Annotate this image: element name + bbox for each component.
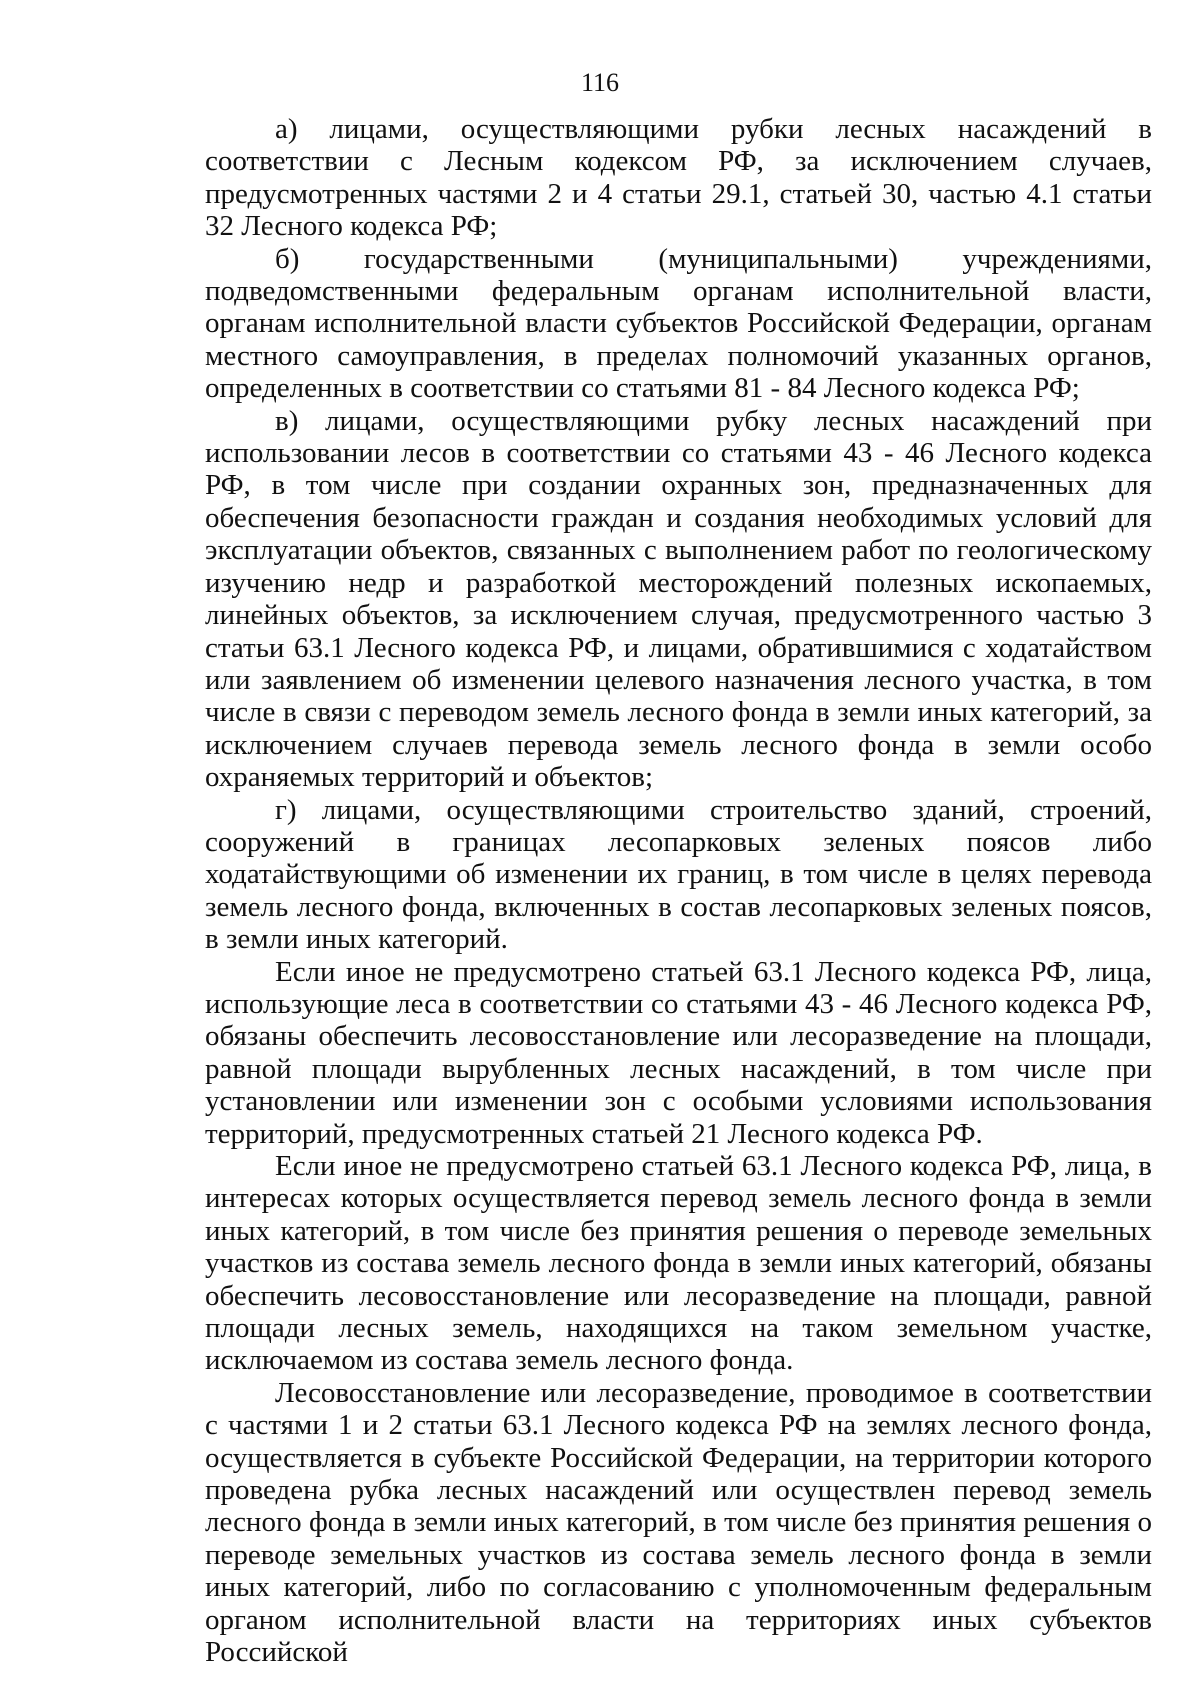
paragraph-reforestation-forest-users: Если иное не предусмотрено статьей 63.1 Лесного кодекса РФ, лица, использующие леса в соответствии со статьями 43 - 46 Лесного кодекса РФ, обязаны обеспечить лесовосстановление или лесоразведение на площади, равной площади вырубленных лесных насаждений, в том числе при установлении или изменении зон с особыми условиями использования территорий, предусмотренных статьей 21 Лесного кодекса РФ.	[205, 955, 1152, 1150]
paragraph-item-a: а) лицами, осуществляющими рубки лесных насаждений в соответствии с Лесным кодексом РФ, за исключением случаев, предусмотренных частями 2 и 4 статьи 29.1, статьей 30, частью 4.1 статьи 32 Лесного кодекса РФ;	[205, 113, 1152, 243]
paragraph-item-v: в) лицами, осуществляющими рубку лесных насаждений при использовании лесов в соответствии со статьями 43 - 46 Лесного кодекса РФ, в том числе при создании охранных зон, предназначенных для обеспечения безопасности граждан и создания необходимых условий для эксплуатации объектов, связанных с выполнением работ по геологическому изучению недр и разработкой месторождений полезных ископаемых, линейных объектов, за исключением случая, предусмотренного частью 3 статьи 63.1 Лесного кодекса РФ, и лицами, обратившимися с ходатайством или заявлением об изменении целевого назначения лесного участка, в том числе в связи с переводом земель лесного фонда в земли иных категорий, за исключением случаев перевода земель лесного фонда в земли особо охраняемых территорий и объектов;	[205, 404, 1152, 794]
page-number: 116	[580, 68, 620, 97]
document-body	[205, 113, 1152, 1669]
paragraph-item-g: г) лицами, осуществляющими строительство зданий, строений, сооружений в границах лесопарковых зеленых поясов либо ходатайствующими об изменении их границ, в том числе в целях перевода земель лесного фонда, включенных в состав лесопарковых зеленых поясов, в земли иных категорий.	[205, 793, 1152, 956]
paragraph-reforestation-location: Лесовосстановление или лесоразведение, проводимое в соответствии с частями 1 и 2 статьи 63.1 Лесного кодекса РФ на землях лесного фонда, осуществляется в субъекте Российской Федерации, на территории которого проведена рубка лесных насаждений или осуществлен перевод земель лесного фонда в земли иных категорий, в том числе без принятия решения о переводе земельных участков из состава земель лесного фонда в земли иных категорий, либо по согласованию с уполномоченным федеральным органом исполнительной власти на территориях иных субъектов Российской	[205, 1376, 1152, 1669]
paragraph-item-b: б) государственными (муниципальными) учреждениями, подведомственными федеральным органам исполнительной власти, органам исполнительной власти субъектов Российской Федерации, органам местного самоуправления, в пределах полномочий указанных органов, определенных в соответствии со статьями 81 - 84 Лесного кодекса РФ;	[205, 242, 1152, 405]
paragraph-reforestation-land-transfer: Если иное не предусмотрено статьей 63.1 Лесного кодекса РФ, лица, в интересах которых осуществляется перевод земель лесного фонда в земли иных категорий, в том числе без принятия решения о переводе земельных участков из состава земель лесного фонда в земли иных категорий, обязаны обеспечить лесовосстановление или лесоразведение на площади, равной площади лесных земель, находящихся на таком земельном участке, исключаемом из состава земель лесного фонда.	[205, 1150, 1152, 1377]
